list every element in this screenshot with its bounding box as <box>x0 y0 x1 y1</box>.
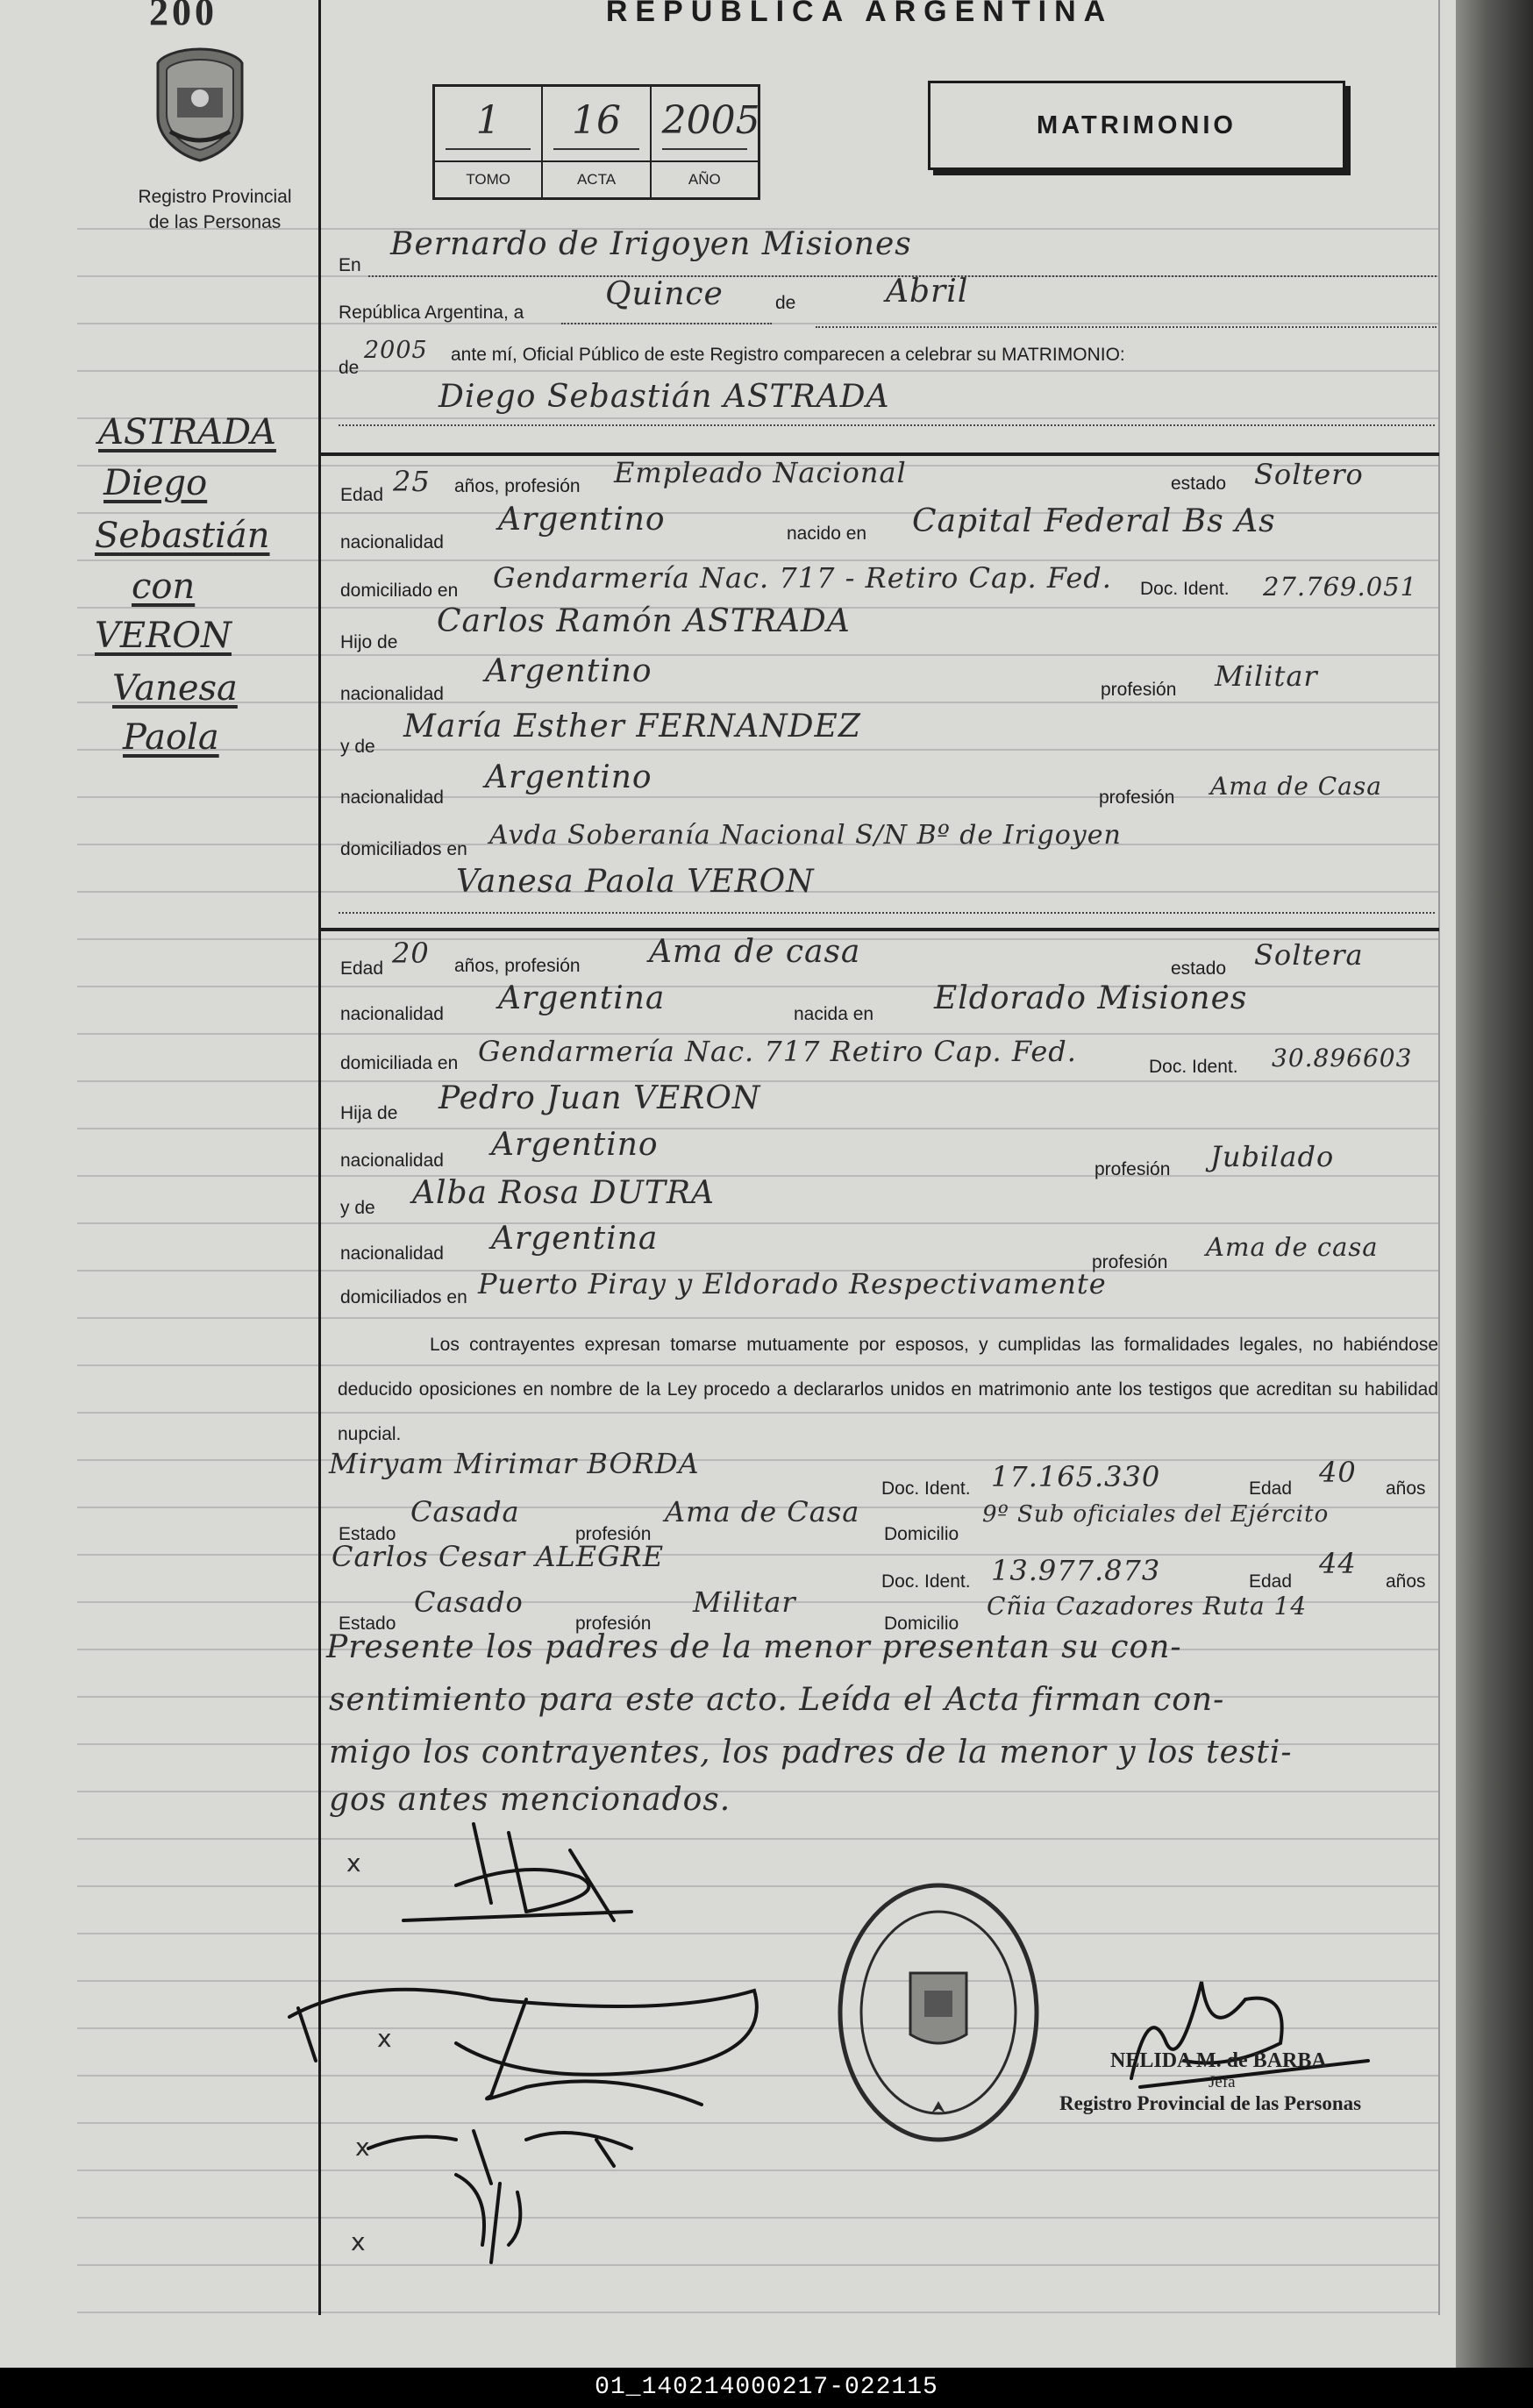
official-title: Jefa <box>1209 2073 1236 2091</box>
right-margin-line <box>1438 0 1440 2315</box>
witness-2-status: Casado <box>414 1585 524 1619</box>
margin-note-line: ASTRADA <box>98 412 276 452</box>
profesion-label: años, profesión <box>454 476 581 496</box>
official-block <box>1059 2049 1445 2115</box>
bride-address: Gendarmería Nac. 717 Retiro Cap. Fed. <box>478 1035 1077 1068</box>
margin-line <box>318 0 321 2315</box>
section-divider <box>318 928 1439 931</box>
profesion-label: profesión <box>1094 1159 1171 1179</box>
official-office: Registro Provincial de las Personas <box>1059 2092 1362 2114</box>
ruled-line <box>77 1885 1438 1887</box>
witness-2-doc: 13.977.873 <box>991 1554 1161 1587</box>
notes-line: Presente los padres de la menor presentan su con- <box>326 1629 1182 1665</box>
doc-label: Doc. Ident. <box>1140 579 1230 599</box>
witness-1-doc: 17.165.330 <box>991 1460 1161 1493</box>
act-type-box: MATRIMONIO <box>928 81 1345 170</box>
estado-label: estado <box>1171 958 1227 979</box>
groom-status: Soltero <box>1254 458 1364 491</box>
field-line <box>816 326 1437 328</box>
ruled-line <box>77 2312 1438 2313</box>
bride-parents-address: Puerto Piray y Eldorado Respectivamente <box>478 1267 1107 1300</box>
book-edge <box>1456 0 1533 2368</box>
de-label: de <box>775 293 796 313</box>
ruled-line <box>77 749 1438 751</box>
doc-label: Doc. Ident. <box>1149 1057 1238 1077</box>
witness-2-profession: Militar <box>693 1585 796 1619</box>
ruled-line <box>77 1128 1438 1129</box>
domiciliados-label: domiciliados en <box>340 839 467 859</box>
groom-profession: Empleado Nacional <box>614 456 907 489</box>
ruled-line <box>77 1980 1438 1982</box>
month-value: Abril <box>886 274 969 310</box>
official-name: NELIDA M. de BARBA <box>1110 2049 1327 2072</box>
field-line <box>339 912 1435 914</box>
page-number: 200 <box>149 0 217 33</box>
witness-2-name: Carlos Cesar ALEGRE <box>332 1540 665 1573</box>
edad-label: Edad <box>340 958 384 979</box>
domiciliada-label: domiciliada en <box>340 1053 459 1073</box>
groom-father-nationality: Argentino <box>485 653 652 689</box>
field-line <box>339 424 1435 426</box>
domiciliados-label: domiciliados en <box>340 1287 467 1307</box>
registry-stamp-icon <box>833 1877 1044 2148</box>
notes-line: migo los contrayentes, los padres de la menor y los testi- <box>329 1735 1293 1770</box>
groom-nationality: Argentino <box>498 502 666 538</box>
nacionalidad-label: nacionalidad <box>340 1243 444 1264</box>
domicilio-label: Domicilio <box>884 1524 959 1544</box>
groom-parents-address: Avda Soberanía Nacional S/N Bº de Irigoyen <box>489 820 1122 851</box>
ruled-line <box>77 1838 1438 1840</box>
groom-age: 25 <box>393 465 431 498</box>
margin-note-line: Vanesa <box>112 668 238 709</box>
groom-mother-nationality: Argentino <box>485 759 652 795</box>
year-prefix: de <box>339 358 360 378</box>
ruled-line <box>77 417 1438 419</box>
groom-name: Diego Sebastián ASTRADA <box>439 379 890 415</box>
bride-signature <box>289 1990 757 2105</box>
anos-label: años <box>1386 1478 1426 1499</box>
witness-1-status: Casada <box>410 1495 520 1528</box>
ruled-line <box>77 2169 1438 2171</box>
signature-mark: x <box>377 2024 392 2053</box>
doc-label: Doc. Ident. <box>881 1571 971 1592</box>
bride-profession: Ama de casa <box>649 934 861 970</box>
ruled-line <box>77 1317 1438 1319</box>
ruled-line <box>77 702 1438 703</box>
bride-mother-nationality: Argentina <box>491 1221 659 1257</box>
profesion-label: años, profesión <box>454 956 581 976</box>
hija-label: Hija de <box>340 1103 398 1123</box>
witness-1-name: Miryam Mirimar BORDA <box>329 1447 700 1480</box>
profesion-label: profesión <box>1092 1252 1168 1272</box>
nacido-label: nacido en <box>787 524 867 544</box>
nacionalidad-label: nacionalidad <box>340 1004 444 1024</box>
country-title: REPUBLICA ARGENTINA <box>605 0 1114 28</box>
nacionalidad-label: nacionalidad <box>340 1151 444 1171</box>
profesion-label: profesión <box>1099 787 1175 808</box>
day-value: Quince <box>605 276 724 312</box>
groom-father-profession: Militar <box>1215 659 1318 693</box>
profesion-label: profesión <box>575 1614 652 1634</box>
estado-label: estado <box>1171 474 1227 494</box>
signature-mark: x <box>355 2133 370 2162</box>
witness-2-address: Cñia Cazadores Ruta 14 <box>987 1592 1308 1621</box>
ruled-line <box>77 2264 1438 2266</box>
estado-label: Estado <box>339 1524 396 1544</box>
notes-line: sentimiento para este acto. Leída el Acta firman con- <box>329 1682 1225 1718</box>
provincial-seal-icon <box>151 46 249 164</box>
nacida-label: nacida en <box>794 1004 874 1024</box>
edad-label: Edad <box>340 485 384 505</box>
acta-cell: 16 ACTA <box>543 87 651 197</box>
bride-name: Vanesa Paola VERON <box>456 864 815 900</box>
ruled-line <box>77 1791 1438 1792</box>
yde-label: y de <box>340 737 375 757</box>
margin-note-line: VERON <box>95 616 232 656</box>
declaration-text: Los contrayentes expresan tomarse mutuamente por esposos, y cumplidas las formalidades legales, no habiéndose deducido oposiciones en nombre de la Ley procedo a declararlos unidos en matrimonio ante los testigos que acreditan su habilidad nupcial. <box>338 1335 1438 1444</box>
nacionalidad-label: nacionalidad <box>340 787 444 808</box>
ruled-line <box>77 1933 1438 1934</box>
estado-label: Estado <box>339 1614 396 1634</box>
groom-birthplace: Capital Federal Bs As <box>912 503 1276 539</box>
profesion-label: profesión <box>1101 680 1177 700</box>
edad-label: Edad <box>1249 1571 1293 1592</box>
witness-1-profession: Ama de Casa <box>665 1495 860 1528</box>
ruled-line <box>77 2217 1438 2219</box>
domicilio-label: Domicilio <box>884 1614 959 1634</box>
groom-mother-profession: Ama de Casa <box>1210 772 1382 801</box>
ruled-line <box>77 1459 1438 1461</box>
statement: ante mí, Oficial Público de este Registro comparecen a celebrar su MATRIMONIO: <box>451 345 1125 365</box>
bride-mother-profession: Ama de casa <box>1206 1232 1379 1262</box>
yde-label: y de <box>340 1198 375 1218</box>
ruled-line <box>77 2122 1438 2124</box>
bride-status: Soltera <box>1254 938 1364 972</box>
ruled-line <box>77 1554 1438 1556</box>
bride-mother: Alba Rosa DUTRA <box>412 1175 715 1211</box>
ruled-line <box>77 654 1438 656</box>
profesion-label: profesión <box>575 1524 652 1544</box>
signature-mark: x <box>346 1849 361 1877</box>
ruled-line <box>77 2027 1438 2029</box>
ruled-line <box>77 370 1438 372</box>
witness-2-age: 44 <box>1319 1547 1357 1580</box>
bride-father: Pedro Juan VERON <box>439 1080 761 1116</box>
doc-label: Doc. Ident. <box>881 1478 971 1499</box>
republica-label: República Argentina, a <box>339 303 524 323</box>
notes-line: gos antes mencionados. <box>329 1782 731 1818</box>
registry-name: Registro Provincial de las Personas <box>138 187 292 232</box>
witness-signature-2 <box>456 2175 520 2262</box>
margin-note-line: Paola <box>123 717 219 758</box>
margin-note-line: Sebastián <box>95 516 270 556</box>
bride-doc: 30.896603 <box>1272 1044 1413 1072</box>
bride-age: 20 <box>392 937 430 970</box>
witness-signature <box>368 2131 631 2184</box>
image-caption: 01_140214000217-022115 <box>0 2368 1533 2408</box>
hijo-label: Hijo de <box>340 632 398 652</box>
witness-1-address: 9º Sub oficiales del Ejército <box>982 1501 1330 1528</box>
groom-doc: 27.769.051 <box>1263 572 1418 602</box>
ruled-line <box>77 1222 1438 1224</box>
margin-note-line: Diego <box>103 463 208 503</box>
anos-label: años <box>1386 1571 1426 1592</box>
bride-nationality: Argentina <box>498 980 666 1016</box>
bride-birthplace: Eldorado Misiones <box>934 980 1248 1016</box>
field-line <box>561 323 772 324</box>
ruled-line <box>77 1175 1438 1177</box>
bride-father-nationality: Argentino <box>491 1127 659 1163</box>
nacionalidad-label: nacionalidad <box>340 684 444 704</box>
groom-father: Carlos Ramón ASTRADA <box>437 603 851 639</box>
year-value: 2005 <box>364 337 428 364</box>
nacionalidad-label: nacionalidad <box>340 532 444 552</box>
edad-label: Edad <box>1249 1478 1293 1499</box>
tomo-cell: 1 TOMO <box>435 87 543 197</box>
groom-mother: María Esther FERNANDEZ <box>403 709 861 744</box>
signature-mark: x <box>351 2227 366 2256</box>
bride-father-profession: Jubilado <box>1210 1140 1335 1173</box>
witness-1-age: 40 <box>1319 1456 1357 1489</box>
en-label: En <box>339 255 361 275</box>
margin-note-line: con <box>132 566 196 607</box>
place-value: Bernardo de Irigoyen Misiones <box>390 226 912 262</box>
domiciliado-label: domiciliado en <box>340 581 459 601</box>
ano-cell: 2005 AÑO <box>652 87 758 197</box>
record-box <box>432 84 760 200</box>
groom-address: Gendarmería Nac. 717 - Retiro Cap. Fed. <box>493 561 1112 595</box>
